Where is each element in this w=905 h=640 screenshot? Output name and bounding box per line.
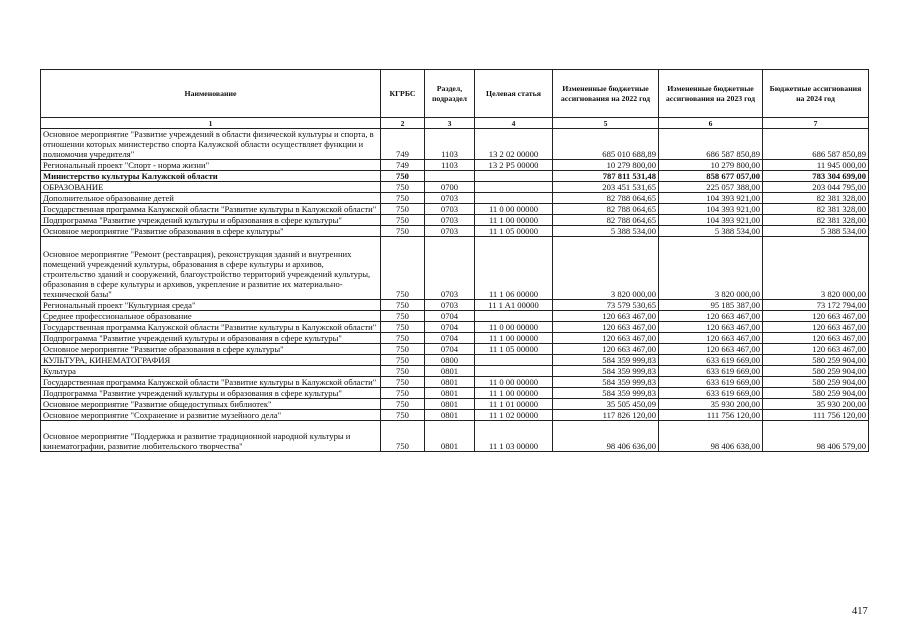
header-2022: Измененные бюджетные ассигнования на 2022 год <box>553 70 659 118</box>
cell-section: 0801 <box>425 421 475 452</box>
budget-table <box>40 69 869 452</box>
header-name: Наименование <box>41 70 381 118</box>
cell-2024: 3 820 000,00 <box>763 237 869 300</box>
cell-2022: 73 579 530,65 <box>553 300 659 311</box>
cell-target: 11 1 05 00000 <box>475 344 553 355</box>
table-row <box>41 311 869 322</box>
cell-name: Дополнительное образование детей <box>41 193 381 204</box>
cell-2024: 35 930 200,00 <box>763 399 869 410</box>
cell-section: 0703 <box>425 193 475 204</box>
cell-2024: 120 663 467,00 <box>763 322 869 333</box>
cell-section: 0800 <box>425 355 475 366</box>
cell-2024: 120 663 467,00 <box>763 344 869 355</box>
cell-target: 11 1 A1 00000 <box>475 300 553 311</box>
cell-2024: 82 381 328,00 <box>763 193 869 204</box>
cell-2023: 858 677 057,00 <box>659 171 763 182</box>
cell-section: 0704 <box>425 344 475 355</box>
cell-2023: 104 393 921,00 <box>659 215 763 226</box>
cell-2022: 584 359 999,83 <box>553 388 659 399</box>
cell-name: Основное мероприятие "Развитие учреждений в области физической культуры и спорта, в отношении которых министерство спорта Калужской области осуществляет функции и полномочия учредителя" <box>41 129 381 160</box>
cell-2022: 10 279 800,00 <box>553 160 659 171</box>
table-row <box>41 204 869 215</box>
header-2024: Бюджетные ассигнования на 2024 год <box>763 70 869 118</box>
cell-2023: 95 185 387,00 <box>659 300 763 311</box>
cell-section: 0703 <box>425 215 475 226</box>
cell-section: 0704 <box>425 333 475 344</box>
cell-name: ОБРАЗОВАНИЕ <box>41 182 381 193</box>
table-row <box>41 300 869 311</box>
cell-2024: 73 172 794,00 <box>763 300 869 311</box>
cell-2022: 98 406 636,00 <box>553 421 659 452</box>
cell-target: 11 1 03 00000 <box>475 421 553 452</box>
cell-2023: 104 393 921,00 <box>659 204 763 215</box>
page-number: 417 <box>852 606 868 617</box>
cell-target <box>475 182 553 193</box>
column-number-row <box>41 118 869 129</box>
cell-target: 13 2 02 00000 <box>475 129 553 160</box>
cell-section: 0801 <box>425 388 475 399</box>
table-body <box>41 129 869 452</box>
table-row <box>41 129 869 160</box>
cell-kgrbs: 750 <box>381 410 425 421</box>
cell-kgrbs: 750 <box>381 226 425 237</box>
cell-section: 0704 <box>425 322 475 333</box>
cell-name: Культура <box>41 366 381 377</box>
cell-2022: 203 451 531,65 <box>553 182 659 193</box>
cell-name: Региональный проект "Культурная среда" <box>41 300 381 311</box>
cell-section: 0801 <box>425 377 475 388</box>
column-number: 6 <box>659 118 763 129</box>
cell-2024: 111 756 120,00 <box>763 410 869 421</box>
cell-2022: 117 826 120,00 <box>553 410 659 421</box>
cell-kgrbs: 750 <box>381 300 425 311</box>
cell-kgrbs: 750 <box>381 377 425 388</box>
cell-2024: 98 406 579,00 <box>763 421 869 452</box>
cell-2022: 120 663 467,00 <box>553 311 659 322</box>
cell-2022: 584 359 999,83 <box>553 377 659 388</box>
cell-2022: 82 788 064,65 <box>553 215 659 226</box>
table-row <box>41 377 869 388</box>
table-row <box>41 333 869 344</box>
cell-2022: 3 820 000,00 <box>553 237 659 300</box>
column-number: 1 <box>41 118 381 129</box>
cell-2023: 104 393 921,00 <box>659 193 763 204</box>
cell-target: 11 1 01 00000 <box>475 399 553 410</box>
cell-2022: 5 388 534,00 <box>553 226 659 237</box>
cell-2023: 633 619 669,00 <box>659 355 763 366</box>
header-kgrbs: КГРБС <box>381 70 425 118</box>
table-row <box>41 421 869 452</box>
cell-2023: 686 587 850,89 <box>659 129 763 160</box>
cell-2022: 120 663 467,00 <box>553 322 659 333</box>
header-row <box>41 70 869 118</box>
cell-section: 0801 <box>425 410 475 421</box>
table-row <box>41 237 869 300</box>
column-number: 5 <box>553 118 659 129</box>
cell-2022: 82 788 064,65 <box>553 193 659 204</box>
cell-2023: 225 057 388,00 <box>659 182 763 193</box>
table-row <box>41 182 869 193</box>
cell-2022: 787 811 531,48 <box>553 171 659 182</box>
table-row <box>41 226 869 237</box>
table-row <box>41 366 869 377</box>
cell-section: 0703 <box>425 300 475 311</box>
header-2023: Измененные бюджетные ассигнования на 2023 год <box>659 70 763 118</box>
cell-target <box>475 366 553 377</box>
cell-name: Основное мероприятие "Развитие образования в сфере культуры" <box>41 344 381 355</box>
cell-kgrbs: 750 <box>381 204 425 215</box>
cell-2023: 35 930 200,00 <box>659 399 763 410</box>
cell-kgrbs: 750 <box>381 355 425 366</box>
cell-name: Основное мероприятие "Поддержка и развитие традиционной народной культуры и кинематографии, развитие любительского творчества" <box>41 421 381 452</box>
cell-kgrbs: 750 <box>381 215 425 226</box>
column-number: 7 <box>763 118 869 129</box>
table-row <box>41 171 869 182</box>
cell-section: 0801 <box>425 399 475 410</box>
cell-section: 0704 <box>425 311 475 322</box>
cell-2023: 10 279 800,00 <box>659 160 763 171</box>
cell-2022: 120 663 467,00 <box>553 333 659 344</box>
cell-kgrbs: 750 <box>381 366 425 377</box>
cell-kgrbs: 750 <box>381 333 425 344</box>
cell-2022: 120 663 467,00 <box>553 344 659 355</box>
table-row <box>41 344 869 355</box>
cell-2024: 203 044 795,00 <box>763 182 869 193</box>
cell-2024: 82 381 328,00 <box>763 215 869 226</box>
cell-2024: 580 259 904,00 <box>763 355 869 366</box>
cell-2023: 120 663 467,00 <box>659 311 763 322</box>
cell-kgrbs: 750 <box>381 311 425 322</box>
cell-target <box>475 171 553 182</box>
cell-2024: 5 388 534,00 <box>763 226 869 237</box>
cell-name: Подпрограмма "Развитие учреждений культуры и образования в сфере культуры" <box>41 215 381 226</box>
cell-kgrbs: 750 <box>381 421 425 452</box>
cell-target <box>475 193 553 204</box>
cell-target: 11 1 00 00000 <box>475 215 553 226</box>
cell-2023: 120 663 467,00 <box>659 322 763 333</box>
cell-2023: 633 619 669,00 <box>659 366 763 377</box>
header-target: Целевая статья <box>475 70 553 118</box>
cell-2024: 120 663 467,00 <box>763 333 869 344</box>
cell-kgrbs: 750 <box>381 388 425 399</box>
cell-target <box>475 355 553 366</box>
cell-section: 0700 <box>425 182 475 193</box>
table-row <box>41 399 869 410</box>
cell-2023: 98 406 638,00 <box>659 421 763 452</box>
table-row <box>41 160 869 171</box>
cell-2022: 685 010 688,89 <box>553 129 659 160</box>
cell-name: Основное мероприятие "Развитие общедоступных библиотек" <box>41 399 381 410</box>
cell-section: 0703 <box>425 237 475 300</box>
cell-target <box>475 311 553 322</box>
cell-name: Подпрограмма "Развитие учреждений культуры и образования в сфере культуры" <box>41 333 381 344</box>
cell-2023: 5 388 534,00 <box>659 226 763 237</box>
table-row <box>41 388 869 399</box>
cell-name: Основное мероприятие "Развитие образования в сфере культуры" <box>41 226 381 237</box>
cell-section: 0801 <box>425 366 475 377</box>
header-section: Раздел, подраздел <box>425 70 475 118</box>
table-row <box>41 322 869 333</box>
cell-2022: 584 359 999,83 <box>553 366 659 377</box>
cell-name: КУЛЬТУРА, КИНЕМАТОГРАФИЯ <box>41 355 381 366</box>
cell-name: Государственная программа Калужской области "Развитие культуры в Калужской области" <box>41 204 381 215</box>
cell-2023: 120 663 467,00 <box>659 333 763 344</box>
cell-section: 0703 <box>425 226 475 237</box>
column-number: 3 <box>425 118 475 129</box>
table-row <box>41 193 869 204</box>
cell-name: Государственная программа Калужской области "Развитие культуры в Калужской области" <box>41 377 381 388</box>
cell-name: Региональный проект "Спорт - норма жизни" <box>41 160 381 171</box>
cell-2024: 120 663 467,00 <box>763 311 869 322</box>
cell-name: Подпрограмма "Развитие учреждений культуры и образования в сфере культуры" <box>41 388 381 399</box>
cell-target: 11 0 00 00000 <box>475 204 553 215</box>
cell-2023: 3 820 000,00 <box>659 237 763 300</box>
cell-2024: 783 304 699,00 <box>763 171 869 182</box>
cell-2023: 633 619 669,00 <box>659 377 763 388</box>
cell-target: 11 1 06 00000 <box>475 237 553 300</box>
cell-kgrbs: 750 <box>381 322 425 333</box>
cell-target: 11 0 00 00000 <box>475 322 553 333</box>
cell-name: Основное мероприятие "Ремонт (реставрация), реконструкция зданий и внутренних помещений учреждений культуры, образования в сфере культуры и архивов, строительство зданий и сооружений, благоустройство территорий учреждений культуры, образования в сфере культуры и архивов, укрепление и развитие их материально-технической базы" <box>41 237 381 300</box>
cell-2022: 584 359 999,83 <box>553 355 659 366</box>
cell-target: 11 1 02 00000 <box>475 410 553 421</box>
cell-name: Среднее профессиональное образование <box>41 311 381 322</box>
cell-2022: 82 788 064,65 <box>553 204 659 215</box>
cell-2024: 580 259 904,00 <box>763 366 869 377</box>
cell-kgrbs: 750 <box>381 237 425 300</box>
cell-name: Основное мероприятие "Сохранение и развитие музейного дела" <box>41 410 381 421</box>
cell-target: 11 0 00 00000 <box>475 377 553 388</box>
cell-2024: 580 259 904,00 <box>763 388 869 399</box>
cell-name: Министерство культуры Калужской области <box>41 171 381 182</box>
cell-2024: 11 945 000,00 <box>763 160 869 171</box>
cell-kgrbs: 750 <box>381 171 425 182</box>
table-row <box>41 215 869 226</box>
cell-section <box>425 171 475 182</box>
cell-section: 1103 <box>425 160 475 171</box>
cell-kgrbs: 750 <box>381 344 425 355</box>
cell-target: 13 2 P5 00000 <box>475 160 553 171</box>
cell-2024: 82 381 328,00 <box>763 204 869 215</box>
cell-2024: 686 587 850,89 <box>763 129 869 160</box>
cell-kgrbs: 750 <box>381 193 425 204</box>
table-row <box>41 355 869 366</box>
cell-kgrbs: 750 <box>381 399 425 410</box>
cell-kgrbs: 749 <box>381 129 425 160</box>
cell-name: Государственная программа Калужской области "Развитие культуры в Калужской области" <box>41 322 381 333</box>
cell-section: 1103 <box>425 129 475 160</box>
cell-target: 11 1 00 00000 <box>475 333 553 344</box>
cell-target: 11 1 00 00000 <box>475 388 553 399</box>
cell-target: 11 1 05 00000 <box>475 226 553 237</box>
cell-section: 0703 <box>425 204 475 215</box>
table-row <box>41 410 869 421</box>
column-number: 4 <box>475 118 553 129</box>
cell-kgrbs: 750 <box>381 182 425 193</box>
cell-kgrbs: 749 <box>381 160 425 171</box>
cell-2023: 111 756 120,00 <box>659 410 763 421</box>
column-number: 2 <box>381 118 425 129</box>
cell-2024: 580 259 904,00 <box>763 377 869 388</box>
cell-2023: 120 663 467,00 <box>659 344 763 355</box>
cell-2022: 35 505 450,09 <box>553 399 659 410</box>
cell-2023: 633 619 669,00 <box>659 388 763 399</box>
